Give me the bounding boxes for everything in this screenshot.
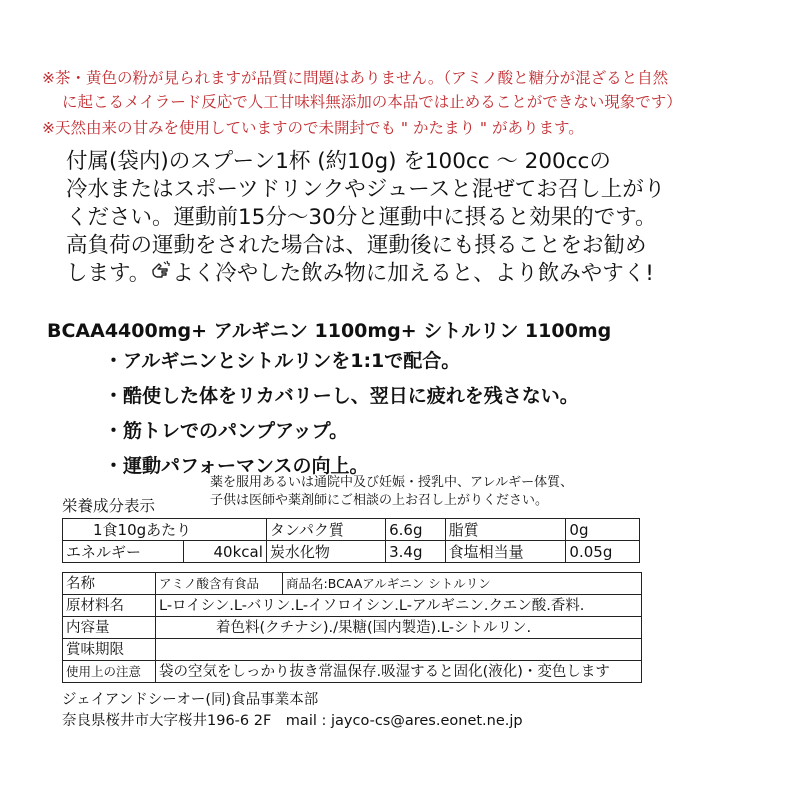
salt-value: 0.05g bbox=[566, 541, 640, 563]
ingredients-label: 原材料名 bbox=[63, 595, 156, 617]
benefit-item: ・酷使した体をリカバリーし、翌日に疲れを残さない。 bbox=[104, 385, 579, 407]
nutrition-title: 栄養成分表示 bbox=[62, 497, 156, 515]
usage-note-value: 袋の空気をしっかり抜き常温保存.吸湿すると固化(液化)・変色します bbox=[156, 661, 642, 683]
caution-line: 薬を服用あるいは通院中及び妊娠・授乳中、アレルギー体質、 bbox=[210, 475, 574, 490]
table-row bbox=[63, 573, 642, 595]
energy-value: 40kcal bbox=[183, 541, 266, 563]
table-row bbox=[63, 595, 642, 617]
benefit-item: ・筋トレでのパンプアップ。 bbox=[104, 420, 349, 442]
table-row bbox=[63, 661, 642, 683]
expiry-label: 賞味期限 bbox=[63, 639, 156, 661]
table-row bbox=[63, 519, 640, 541]
nutrition-table bbox=[62, 518, 640, 563]
warning-text: ※茶・黄色の粉が見られますが品質に問題はありません。（アミノ酸と糖分が混ざると自然 bbox=[42, 69, 669, 87]
benefits-list bbox=[104, 344, 579, 484]
content-label: 内容量 bbox=[63, 617, 156, 639]
product-info-table bbox=[62, 572, 642, 683]
usage-line-start: します。 bbox=[66, 261, 151, 286]
usage-note-label: 使用上の注意 bbox=[63, 661, 156, 683]
name-value: アミノ酸含有食品 bbox=[156, 573, 283, 595]
product-name: 商品名:BCAAアルギニン シトルリン bbox=[283, 573, 642, 595]
usage-line-end: よく冷やした飲み物に加えると、より飲みやすく! bbox=[172, 261, 654, 286]
warning-text: に起こるメイラード反応で人工甘味料無添加の本品では止めることができない現象です） bbox=[62, 93, 682, 111]
company-info bbox=[62, 690, 642, 732]
salt-label: 食塩相当量 bbox=[445, 541, 566, 563]
usage-line: ください。運動前15分～30分と運動中に摂ると効果的です。 bbox=[66, 205, 657, 230]
usage-instructions bbox=[66, 148, 766, 289]
carb-label: 炭水化物 bbox=[266, 541, 385, 563]
usage-line: 付属(袋内)のスプーン1杯 (約10g) を100cc ～ 200ccの bbox=[66, 149, 611, 174]
carb-value: 3.4g bbox=[386, 541, 445, 563]
hand-pointing-icon bbox=[150, 260, 172, 289]
protein-value: 6.6g bbox=[386, 519, 445, 541]
product-composition: BCAA4400mg+ アルギニン 1100mg+ シトルリン 1100mg bbox=[47, 320, 612, 342]
table-row bbox=[63, 639, 642, 661]
usage-line: 冷水またはスポーツドリンクやジュースと混ぜてお召し上がり bbox=[66, 177, 666, 202]
energy-label: エネルギー bbox=[63, 541, 184, 563]
table-row bbox=[63, 541, 640, 563]
company-address: 奈良県桜井市大字桜井196-6 2F mail : jayco-cs@ares.eonet.ne.jp bbox=[62, 713, 523, 729]
benefit-item: ・アルギニンとシトルリンを1:1で配合。 bbox=[104, 350, 461, 372]
usage-line bbox=[66, 260, 766, 289]
name-label: 名称 bbox=[63, 573, 156, 595]
ingredients-value: L-ロイシン.L-バリン.L-イソロイシン.L-アルギニン.クエン酸.香料. bbox=[156, 595, 642, 617]
expiry-value bbox=[156, 639, 642, 661]
per-serving-cell: 1食10gあたり bbox=[63, 519, 267, 541]
warning-text: ※天然由来の甘みを使用していますので未開封でも " かたまり " があります。 bbox=[42, 119, 584, 137]
company-name: ジェイアンドシーオー(同)食品事業本部 bbox=[62, 692, 319, 708]
fat-value: 0g bbox=[566, 519, 640, 541]
protein-label: タンパク質 bbox=[266, 519, 385, 541]
medical-caution bbox=[210, 474, 573, 510]
fat-label: 脂質 bbox=[445, 519, 566, 541]
table-row bbox=[63, 617, 642, 639]
benefit-item: ・運動パフォーマンスの向上。 bbox=[104, 455, 369, 477]
caution-line: 子供は医師や薬剤師にご相談の上お召し上がりください。 bbox=[210, 493, 549, 508]
ingredients-continued: 着色料(クチナシ)./果糖(国内製造).L-シトルリン. bbox=[156, 617, 642, 639]
usage-line: 高負荷の運動をされた場合は、運動後にも摂ることをお勧め bbox=[66, 233, 647, 258]
